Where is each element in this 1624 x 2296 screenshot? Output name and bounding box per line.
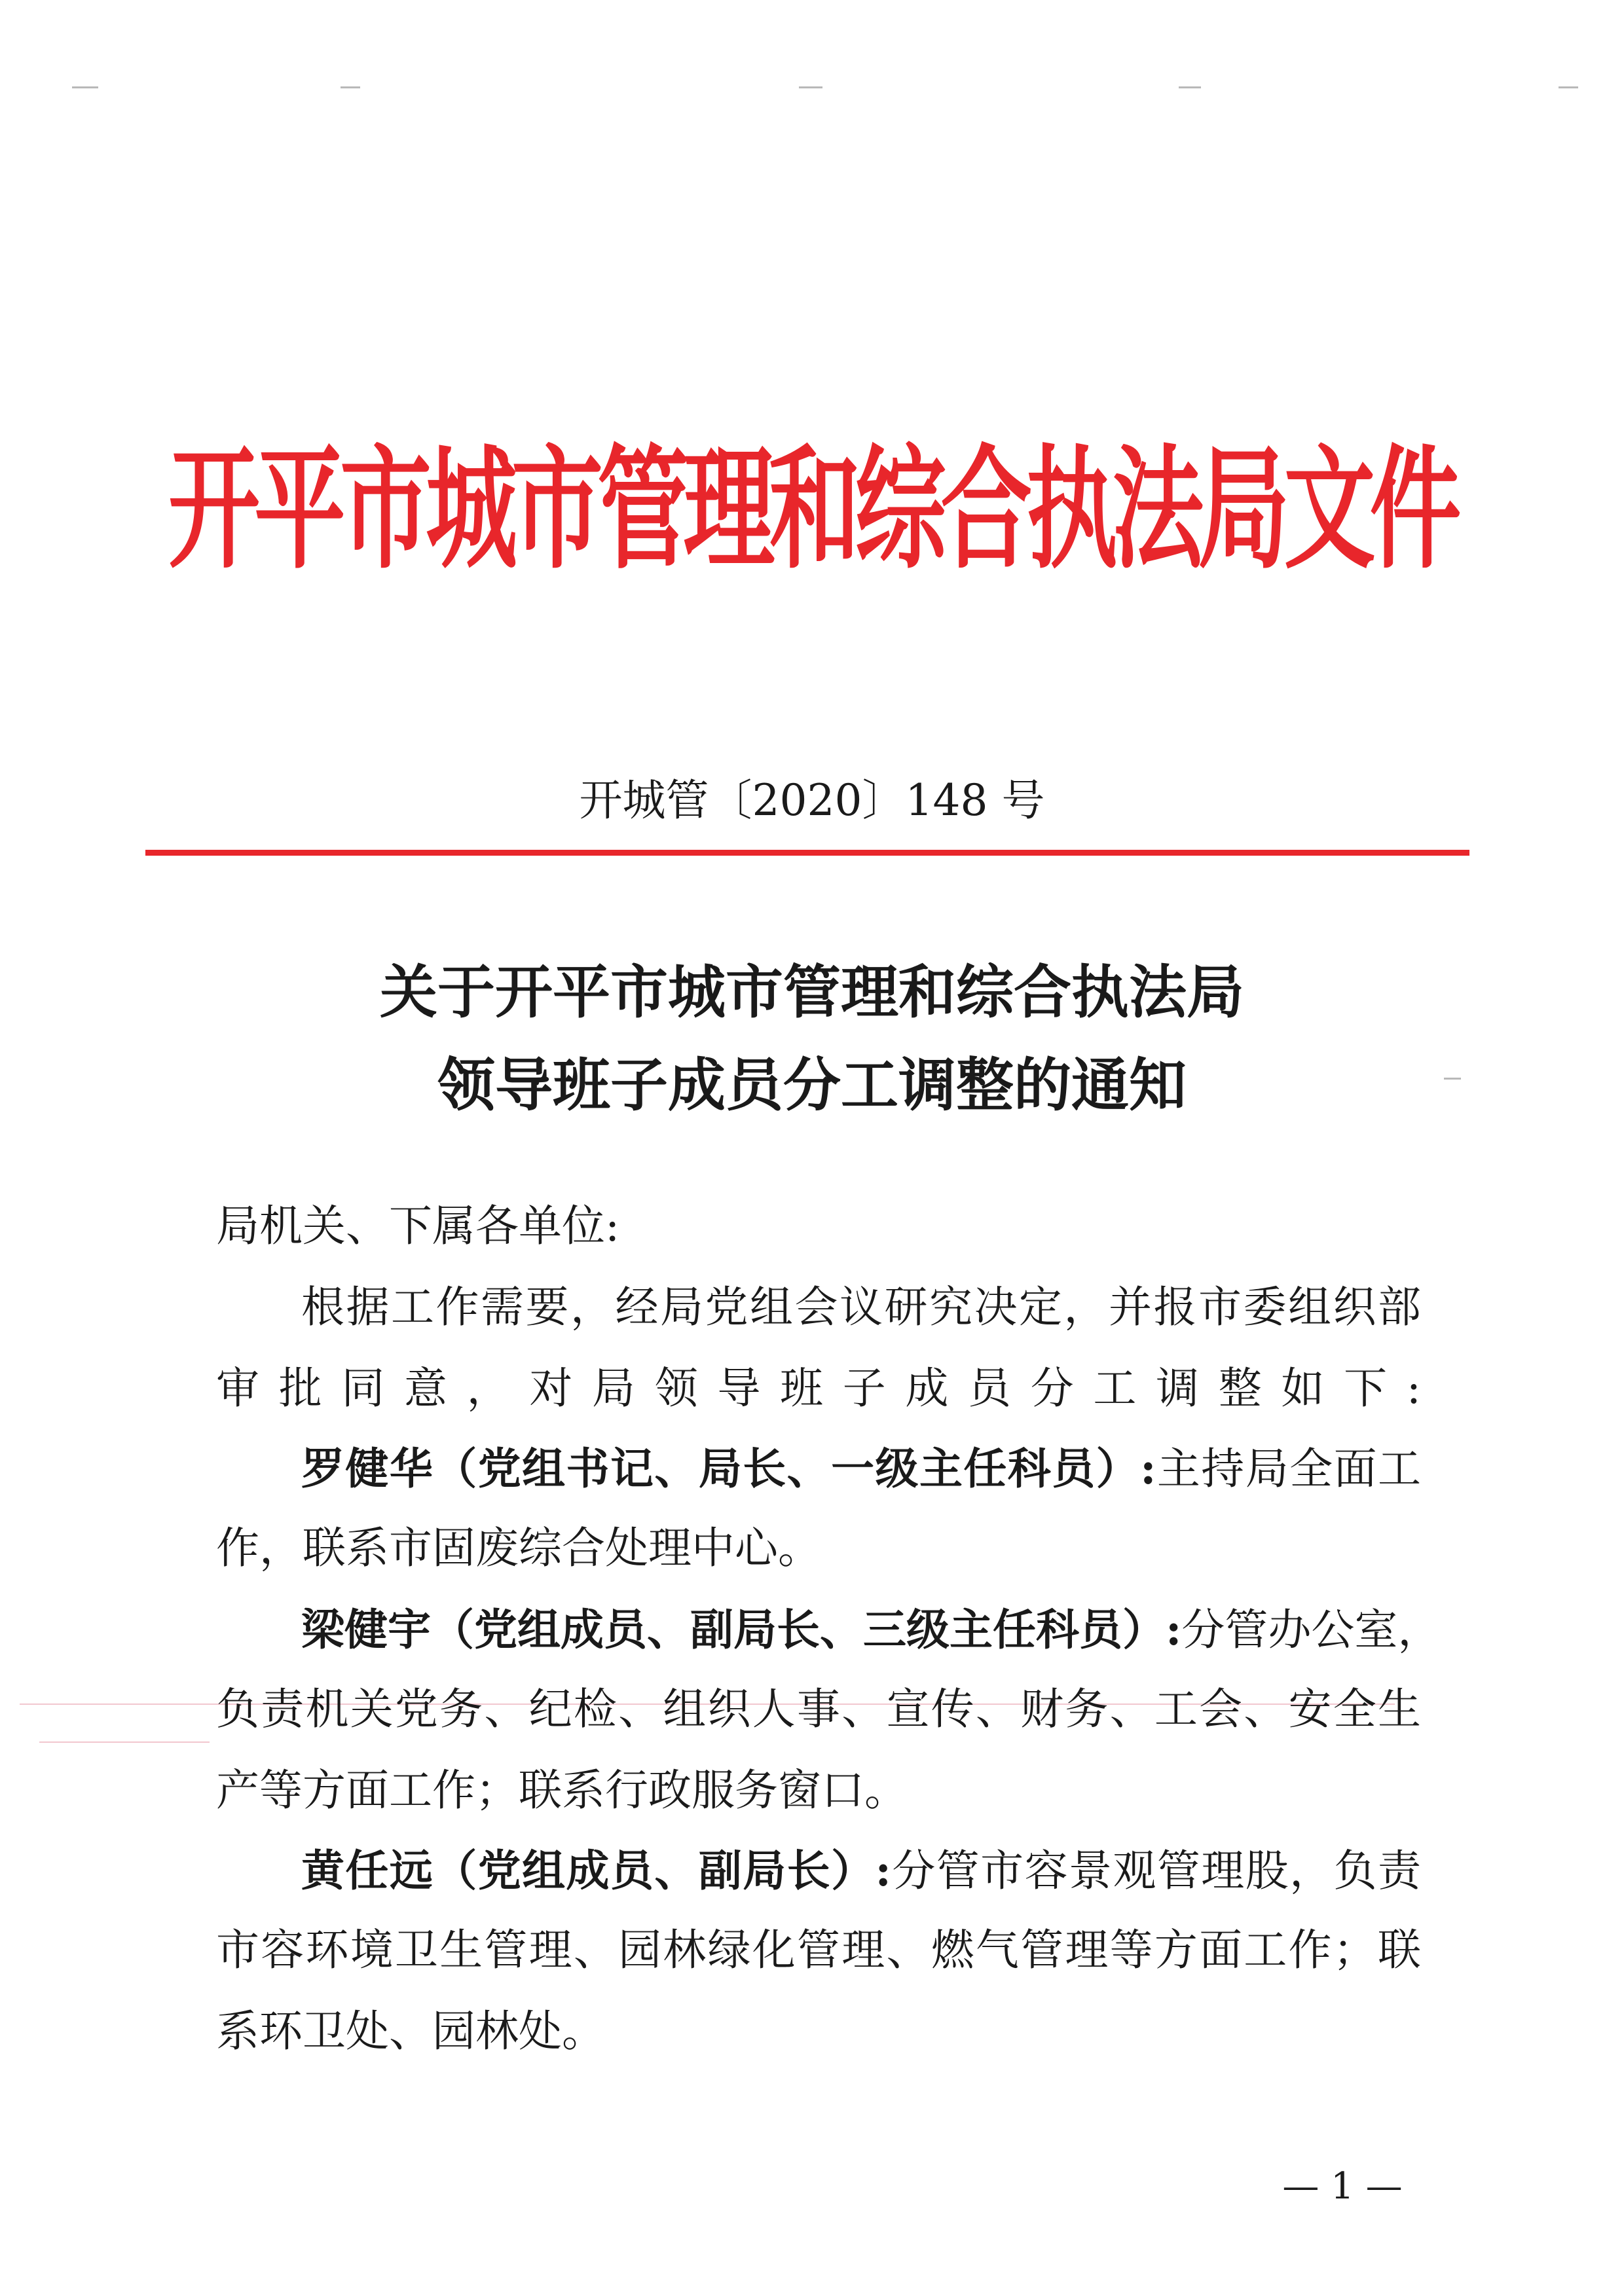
scan-mark (799, 86, 822, 88)
notice-title-line-2: 领导班子成员分工调整的通知 (437, 1051, 1187, 1119)
assignment-2-line-1 (301, 1600, 1441, 1660)
intro-line-1: 根据工作需要，经局党组会议研究决定，并报市委组织部 (301, 1282, 1421, 1332)
page-number: — 1 — (1282, 2165, 1403, 2208)
assignment-1-line-2: 作，联系市固废综合处理中心。 (216, 1523, 821, 1573)
salutation: 局机关、下属各单位: (216, 1201, 620, 1251)
scan-mark (1179, 86, 1201, 88)
scan-mark (341, 86, 360, 88)
assignment-3-line-2: 市容环境卫生管理、园林绿化管理、燃气管理等方面工作；联 (216, 1925, 1421, 1975)
assignment-3-line-1 (301, 1841, 1421, 1901)
assignment-3-name-role: 黄任远（党组成员、副局长）: (301, 1845, 891, 1896)
assignment-1-name-role: 罗健华（党组书记、局长、一级主任科员）: (301, 1443, 1156, 1494)
assignment-2-name-role: 梁健宇（党组成员、副局长、三级主任科员）: (301, 1604, 1182, 1655)
letterhead-title: 开平市城市管理和综合执法局文件 (168, 433, 1456, 588)
faint-scan-line (39, 1741, 210, 1743)
assignment-3-duties: 分管市容景观管理股，负责 (891, 1846, 1421, 1896)
scan-mark (72, 86, 98, 88)
assignment-3-line-3: 系环卫处、园林处。 (216, 2006, 605, 2056)
notice-title-line-1: 关于开平市城市管理和综合执法局 (379, 958, 1244, 1026)
scan-mark (1559, 86, 1578, 88)
document-number: 开城管〔2020〕148 号 (579, 775, 1045, 826)
intro-line-2: 审批同意，对局领导班子成员分工调整如下: (216, 1363, 1421, 1413)
assignment-2-line-3: 产等方面工作；联系行政服务窗口。 (216, 1765, 908, 1815)
assignment-2-line-2: 负责机关党务、纪检、组织人事、宣传、财务、工会、安全生 (216, 1684, 1421, 1734)
assignment-2-duties: 分管办公室， (1181, 1605, 1441, 1655)
red-divider (145, 850, 1469, 856)
assignment-1-duties: 主持局全面工 (1156, 1444, 1422, 1494)
assignment-1-line-1 (301, 1439, 1421, 1499)
